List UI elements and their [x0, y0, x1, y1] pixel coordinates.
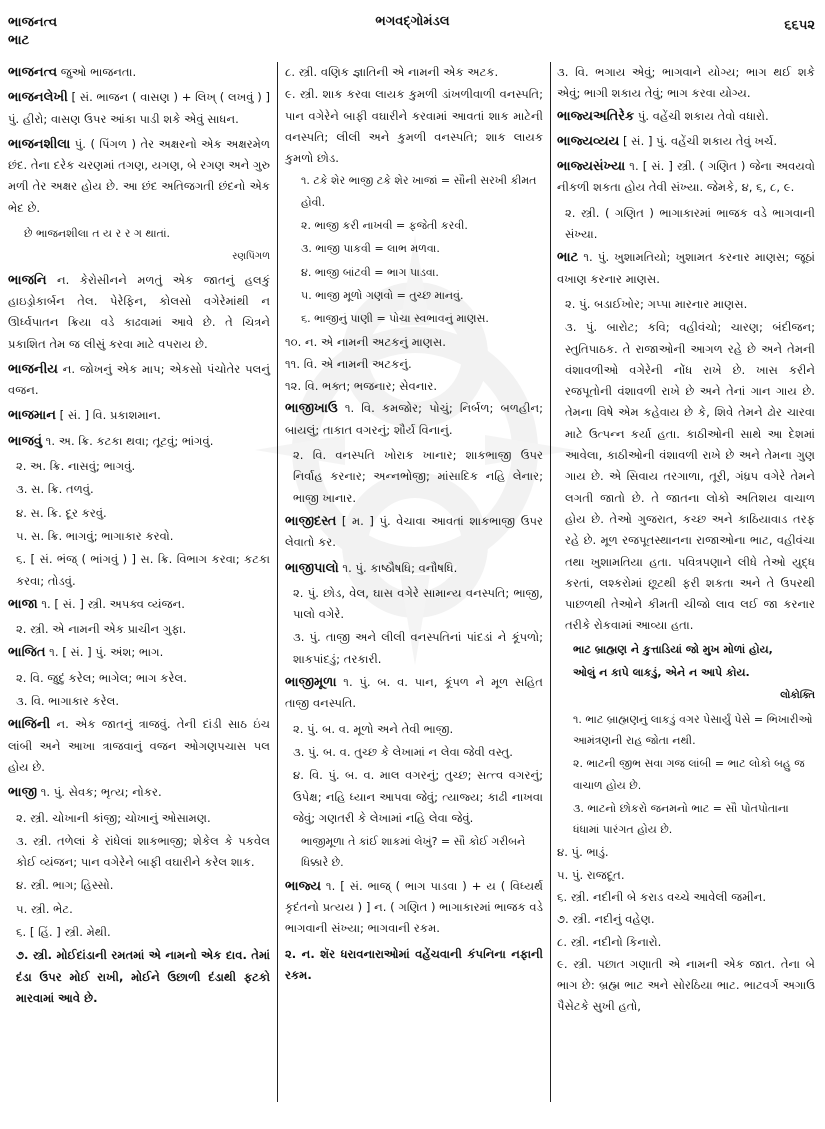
sense: ૫. સ્ત્રી. ભેટ.	[16, 901, 73, 916]
idiom: ૨. ભાટની જીભ સવા ગજ લાંબી = ભાટ લોકો બહુ જ વાચાળ હોય છે.	[573, 757, 805, 792]
verse-line: ભાટ બ્રાહ્મણ ને કુત્તાડિયાં જો મુખ મોળાં હોય,	[573, 642, 773, 656]
sense: ૩. સ્ત્રી. તળેલાં કે રાંધેલાં શાકભાજી; શેકેલ કે પકવેલ કોઈ વ્યંજન; પાન વગેરેને બાફી વઘારીને કરેલ શાક.	[16, 833, 270, 870]
headword: ભાજનશીલા	[8, 136, 71, 152]
idiom: ૬. ભાજીનું પાણી = પોચા સ્વભાવનું માણસ.	[301, 312, 489, 326]
dictionary-entry	[8, 782, 270, 803]
sense: ૨. સ્ત્રી. એ નામની એક પ્રાચીન ગુફા.	[16, 622, 187, 637]
headword: ભાજ્યવ્યય	[557, 133, 620, 149]
headword: ભાજ્ય	[285, 878, 321, 894]
dictionary-entry	[8, 642, 270, 663]
sense: ૩. પું. બારોટ; કવિ; વહીવંચો; ચારણ; બંદીજન; સ્તુતિપાઠક. તે રાજાઓની આગળ રહે છે અને તેમની વંશાવળીઓ વગેરેની નોંધ રાખે છે. ખાસ કરીને રજપૂતોની વંશાવળી રાખે છે અને તેનાં ગાન ગાય છે. તેમના વિષે એમ કહેવાય છે કે, શિવે તેમને ઢોર ચારવા માટે ઉત્પન્ન કર્યા હતા. કાઠીઓની સાથે આ દેશમાં આવેલા, કાઠીઓની વંશાવળી રાખે છે અને તેમના ગુણ ગાય છે. એ સિવાય તરગાળા, તૂરી, ગંધ્રપ વગેરે તેમને લગતી જાતો છે. તે જાતના લોકો અતિશય વાચાળ હોય છે. તેઓ ગુજરાત, કચ્છ અને કાઠિયાવાડ તરફ રહે છે. મૂળ રજપૂતસ્થાનના રાજાઓના ભાટ, વહીવંચા તથા ખુશામતિયા હતા. પવિત્રપણાને લીધે તેઓ યુદ્ધ કરતાં, લશ્કરોમાં છૂટથી ફરી શકતા અને તે ઉપરથી પાછળથી તેઓને કીમતી ચીજો લાવ લઈ જા કરનાર તરીકે રોકવામાં આવ્યા હતા.	[565, 320, 815, 633]
page-number: ૬૬૫૨	[784, 18, 815, 33]
sense: ૨. પું. બ. વ. મૂળો અને તેવી ભાજી.	[293, 721, 454, 736]
sense: ૧૦. ન. એ નામની અટકનું માણસ.	[285, 334, 446, 349]
column-divider	[550, 62, 551, 1102]
sense: ૮. સ્ત્રી. નદીનો કિનારો.	[557, 934, 662, 949]
definition: ૧. પું. સેવક; ભૃત્ય; નોકર.	[40, 785, 162, 800]
definition: [ સં. ભાજન ( વાસણ ) + લિખ્ ( લખવું ) ] પું. હીરો; વાસણ ઉપર આંકા પાડી શકે એવું સાધન.	[8, 90, 271, 126]
sense: ૬. [ સં. ભંજ્ ( ભાંગવું ) ] સ. ક્રિ. વિભાગ કરવા; કટકા કરવા; તોડવું.	[16, 552, 270, 588]
dictionary-entry	[285, 398, 543, 441]
sense: ૨. ન. શૅર ધરાવનારાઓમાં વહેંચવાની કંપનિના નફાની રકમ.	[285, 946, 543, 982]
sense: ૪. વિ. પું. બ. વ. માલ વગરનું; તુચ્છ; સત્ત્વ વગરનું; ઉપેક્ષ; નહિ ધ્યાન આપવા જેવું; ત્યાજ્ય; કાઢી નાખવા જેવું; ગણતરી કે લેખામાં નહિ લેવા જેવું.	[293, 768, 543, 825]
headword: ભાજ્યસંખ્યા	[557, 159, 626, 175]
citation-source: લોકોક્તિ	[780, 690, 815, 702]
dictionary-entry	[285, 876, 543, 940]
headword: ભાજનીય	[8, 361, 58, 377]
dictionary-entry	[557, 131, 815, 152]
page-header	[0, 0, 825, 60]
column-1	[8, 62, 270, 1011]
sense: ૯. સ્ત્રી. શાક કરવા લાયક કુમળી ડાંખળીવાળી વનસ્પતિ; પાન વગેરેને બાફી વઘારીને કરવામાં આવતાં શાક માટેની વનસ્પતિ; લીલી અને કુમળી વનસ્પતિ; શાક લાયક કુમળો છોડ.	[285, 87, 543, 166]
definition: ન. જોખનું એક માપ; એકસો પંચોતેર પલનું વજન.	[8, 361, 271, 398]
sense: ૪. સ્ત્રી. ભાગ; હિસ્સો.	[16, 878, 114, 893]
headword: ભાજવું	[8, 433, 42, 449]
sense: ૩. પું. બ. વ. તુચ્છ કે લેખામાં ન લેવા જેવી વસ્તુ.	[293, 744, 513, 759]
sense: ૩. વિ. ભગાય એવું; ભાગવાને યોગ્ય; ભાગ થઈ શકે એવું; ભાગી શકાય તેવું; ભાગ કરવા યોગ્ય.	[557, 65, 815, 101]
sense: ૨. સ્ત્રી. ચોખાની કાંજી; ચોખાનું ઓસામણ.	[16, 810, 211, 825]
definition: [ સં. ] વિ. પ્રકાશમાન.	[59, 408, 161, 423]
headword: ભાજિત	[8, 645, 46, 661]
dictionary-entry	[8, 431, 270, 452]
idiom: ૩. ભાજી પાકવી = લાભ મળવા.	[301, 242, 440, 256]
definition: ૧. પું. કાષ્ઠૌષધિ; વનૌષધિ.	[342, 560, 458, 575]
dictionary-entry	[8, 134, 270, 219]
definition: ૧. [ સં. ] પું. અંશ; ભાગ.	[49, 645, 164, 660]
sense: ૩. પું. તાજી અને લીલી વનસ્પતિનાં પાંદડાં ને કૂંપળો; શાકપાંદડું; તરકારી.	[293, 630, 543, 666]
sense: ૬. [ હિં. ] સ્ત્રી. મેથી.	[16, 924, 111, 939]
dictionary-entry	[8, 714, 270, 778]
definition: પું. વહેંચી શકાય તેવો વધારો.	[637, 108, 769, 123]
dictionary-entry	[8, 594, 270, 615]
idiom: ૪. ભાજી બાંટવી = ભાગ પાડવા.	[301, 265, 439, 279]
sense: ૭. સ્ત્રી. મોઈદાંડાની રમતમાં એ નામનો એક દાવ. તેમાં દંડા ઉપર મોઈ રાખી, મોઈને ઉછાળી દંડાથી ફટકો મારવામાં આવે છે.	[16, 948, 270, 1005]
dictionary-entry	[8, 270, 270, 355]
sense: ૮. સ્ત્રી. વણિક જ્ઞાતિની એ નામની એક અટક.	[285, 65, 499, 79]
idiom: ૩. ભાટનો છોકરો જનમનો ભાટ = સૌ પોતપોતાના ધંધામાં પારંગત હોય છે.	[573, 801, 789, 837]
sense: ૫. સ. ક્રિ. ભાગવું; ભાગાકાર કરવો.	[16, 528, 174, 543]
guide-word-first: ભાજનત્વ	[8, 15, 58, 30]
headword: ભાજનત્વ	[8, 65, 58, 80]
citation-source: રણપિંગળ	[232, 251, 270, 263]
column-2	[285, 62, 543, 987]
idiom: ૫. ભાજી મૂળો ગણવો = તુચ્છ માનવું.	[301, 288, 464, 302]
guide-word-last: ભાટ	[8, 33, 30, 48]
book-title: ભગવદ્ગોમંડલ	[375, 14, 450, 29]
headword: ભાજીપાલો	[285, 560, 339, 576]
sense: ૧૧. વિ. એ નામની અટકનું.	[285, 356, 412, 371]
definition: ૧. [ સં. ] સ્ત્રી. ( ગણિત ) જેના અવયવો નીકળી શકતા હોય તેવી સંખ્યા. જેમકે, ૪, ૬, ૮, ૯.	[557, 159, 815, 195]
headword: ભાજિની	[8, 717, 51, 733]
dictionary-entry	[8, 359, 270, 402]
headword: ભાટ	[557, 250, 579, 266]
headword: ભાજી	[8, 785, 38, 801]
sense: ૭. સ્ત્રી. નદીનું વહેણ.	[557, 912, 655, 927]
dictionary-entry	[8, 62, 270, 83]
sense: ૫. પું. રાજદૂત.	[557, 867, 625, 882]
sense: ૨. સ્ત્રી. ( ગણિત ) ભાગાકારમાં ભાજક વડે ભાગવાની સંખ્યા.	[565, 205, 815, 242]
dictionary-entry	[557, 247, 815, 290]
definition: પું. ( પિંગળ ) તેર અક્ષરનો એક અક્ષરમેળ છંદ. તેના દરેક ચરણમાં તગણ, યગણ, બે રગણ અને ગુરુ મળી તેર અક્ષર હોય છે. આ છંદ અતિજગતી છંદનો એક ભેદ છે.	[8, 136, 270, 215]
definition: ૧. [ સં. ] સ્ત્રી. અપક્વ વ્યંજન.	[41, 596, 185, 611]
idiom: ૧. ટકે શેર ભાજી ટકે શેર ખાજાં = સૌની સરખી કીમત હોવી.	[301, 174, 537, 209]
headword: ભાજનલેખી	[8, 90, 68, 106]
headword: ભાજનિ	[8, 272, 47, 288]
definition: ન. એક જાતનું ત્રાજવું. તેની દાંડી સાઠ ઇંચ લાંબી અને આખા ત્રાજવાનું વજન ઓગણપચાસ પલ હોય છે.	[8, 717, 271, 774]
definition: ૧. પું. બ. વ. પાન, કૂંપળ ને મૂળ સહિત તાજી વનસ્પતિ.	[285, 675, 543, 711]
dictionary-entry	[557, 156, 815, 199]
column-3	[557, 62, 815, 1019]
dictionary-entry	[285, 511, 543, 554]
sense: ૪. પું. ભાડું.	[557, 845, 609, 860]
sense: ૬. સ્ત્રી. નદીની બે કરાડ વચ્ચે આવેલી જમીન.	[557, 889, 767, 904]
sense: ૨. પું. બડાઈખોર; ગપ્પા મારનાર માણસ.	[565, 296, 748, 311]
idiom: ૧. ભાટ બ્રાહ્મણનું લાકડું વગર પેસાર્યું પેસે = ભિખારીઓ આમંત્રણની રાહ જોતા નથી.	[573, 712, 813, 747]
definition: ૧. અ. ક્રિ. કટકા થવા; તૂટવું; ભાંગવું.	[45, 433, 214, 448]
definition: ૧. [ સં. ભાજ્ ( ભાગ પાડવા ) + ય ( વિધ્યર્થ કૃદંતનો પ્રત્યય ) ] ન. ( ગણિત ) ભાગાકારમાં ભાજક વડે ભાગવાની સંખ્યા; ભાગવાની રકમ.	[285, 878, 544, 936]
headword: ભાજીખાઉ	[285, 401, 338, 417]
sense: ૨. વિ. જુદું કરેલ; ભાગેલ; ભાગ કરેલ.	[16, 670, 187, 685]
definition: ન. કેરોસીનને મળતું એક જાતનું હલકું હાઇડ્રોકાર્બન તેલ. પેરેફિન, કોલસો વગેરેમાંથી ન ઊર્ધ્વપાતન ક્રિયા વડે કાઢવામાં આવે છે. તે ચિત્રને પ્રકાશિત તેમ જ લીસું કરવા માટે વપરાય છે.	[8, 272, 271, 351]
definition: [ મ. ] પું. વેચાવા આવતાં શાકભાજી ઉપર લેવાતો કર.	[285, 513, 544, 550]
column-divider	[277, 62, 278, 1102]
dictionary-entry	[557, 106, 815, 127]
headword: ભાજીમૂળા	[285, 675, 337, 691]
sense: ૨. પું. છોડ, વેલ, ઘાસ વગેરે સામાન્ય વનસ્પતિ; ભાજી, પાલો વગેરે.	[293, 585, 543, 622]
dictionary-entry	[8, 87, 270, 130]
idiom: ૨. ભાજી કરી નાખવી = ફજેતી કરવી.	[301, 219, 468, 233]
definition: [ સં. ] પું. વહેંચી શકાય તેવું ખર્ચ.	[622, 133, 778, 148]
sense: ૨. અ. ક્રિ. નાસવું; ભાગવું.	[16, 459, 136, 474]
sense: ૩. વિ. ભાગાકાર કરેલ.	[16, 694, 120, 709]
sense: ૯. સ્ત્રી. પછાત ગણાતી એ નામની એક જાત. તેના બે ભાગ છે: બ્રહ્મ ભાટ અને સોરઠિયા ભાટ. ભાટવર્ગ અગાઉ પૈસેટકે સુખી હતો,	[557, 956, 815, 1014]
definition: ૧. વિ. કમજોર; પોચું; નિર્બળ; બળહીન; બાયલું; તાકાત વગરનું; શૌર્ય વિનાનું.	[285, 401, 543, 437]
sense: ૪. સ. ક્રિ. દૂર કરવું.	[16, 505, 107, 520]
sense: ૩. સ. ક્રિ. તળવું.	[16, 482, 94, 497]
citation-quote: છે ભાજનશીલા ત ય ર ર ગ થાતાં.	[24, 227, 171, 241]
definition: ૧. પું. ખુશામતિયો; ખુશામત કરનાર માણસ; જૂઠાં વખાણ કરનાર માણસ.	[557, 250, 815, 286]
idiom: ભાજીમૂળા તે કાંઈ શાકમાં લેખું? = સૌ કોઈ ગરીબને ધિક્કારે છે.	[301, 835, 526, 870]
sense: ૧૨. વિ. ભક્ત; ભજનાર; સેવનાર.	[285, 379, 438, 394]
headword: ભાજ્યઅતિરેક	[557, 108, 635, 124]
dictionary-entry	[285, 558, 543, 579]
sense: ૨. વિ. વનસ્પતિ ખોરાક ખાનાર; શાકભાજી ઉપર નિર્વાહ કરનાર; અન્નભોજી; માંસાદિક નહિ લેનાર; ભાજી ખાનાર.	[293, 448, 543, 505]
headword: ભાજીદસ્ત	[285, 513, 337, 529]
verse-line: ઓલું ન કાપે લાકડું, એને ન આપે કોય.	[573, 666, 750, 680]
headword: ભાજા	[8, 596, 38, 612]
headword: ભાજમાન	[8, 408, 56, 424]
dictionary-entry	[285, 672, 543, 715]
dictionary-entry	[8, 405, 270, 426]
definition: જુઓ ભાજનતા.	[60, 65, 137, 79]
